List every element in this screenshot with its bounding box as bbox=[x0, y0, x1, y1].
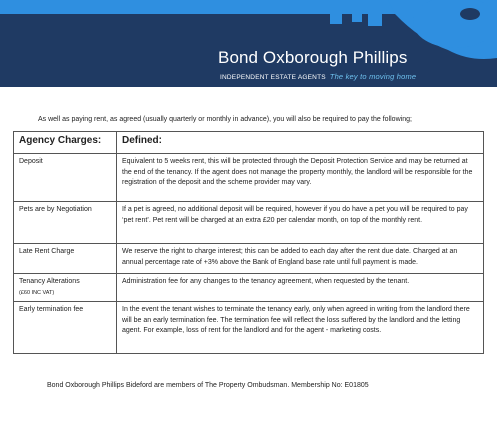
brand-tagline: The key to moving home bbox=[329, 72, 417, 81]
charge-name: Tenancy Alterations bbox=[19, 278, 80, 285]
intro-text: As well as paying rent, as agreed (usually quarterly or monthly in advance), you will also be required to pay the following; bbox=[38, 116, 412, 123]
charge-name: Pets are by Negotiation bbox=[14, 202, 117, 244]
charge-cell bbox=[14, 274, 117, 302]
charge-name: Deposit bbox=[14, 154, 117, 202]
table-row bbox=[14, 274, 484, 302]
header-defined: Defined: bbox=[117, 132, 484, 154]
table-header-row bbox=[14, 132, 484, 154]
charge-note: (£60 INC VAT) bbox=[19, 289, 55, 296]
footer-membership: Bond Oxborough Phillips Bideford are members of The Property Ombudsman. Membership No: E01805 bbox=[47, 382, 369, 389]
charge-definition: If a pet is agreed, no additional deposit will be required, however if you do have a pet you will be required to pay ‘pet rent’. Pet rent will be charged at an extra £20 per calendar month, on top of the monthly rent. bbox=[117, 202, 484, 244]
table-row bbox=[14, 202, 484, 244]
charge-name: Early termination fee bbox=[14, 302, 117, 354]
charge-definition: Administration fee for any changes to the tenancy agreement, when requested by the tenant. bbox=[117, 274, 484, 302]
table-row bbox=[14, 302, 484, 354]
table-row bbox=[14, 244, 484, 274]
agency-charges-table bbox=[13, 131, 484, 354]
header-agency-charges: Agency Charges: bbox=[14, 132, 117, 154]
table-row bbox=[14, 154, 484, 202]
brand-name: Bond Oxborough Phillips bbox=[218, 48, 408, 67]
brand-subline-text: INDEPENDENT ESTATE AGENTS bbox=[220, 74, 326, 81]
charge-definition: In the event the tenant wishes to terminate the tenancy early, only when agreed in writing from the landlord there will be an early termination fee. The termination fee will reflect the loss suffered by the landlord and the letting agent. For example, loss of rent for the landlord and for the agent - marketing costs. bbox=[117, 302, 484, 354]
charge-definition: We reserve the right to charge interest; this can be added to each day after the rent due date. Charged at an annual percentage rate of +3% above the Bank of England base rate until full payment is made. bbox=[117, 244, 484, 274]
charge-name: Late Rent Charge bbox=[14, 244, 117, 274]
charge-definition: Equivalent to 5 weeks rent, this will be protected through the Deposit Protection Service and may be returned at the end of the tenancy. If the agent does not manage the property monthly, the landlord will be responsible for the registration of the deposit and the scheme provider may vary. bbox=[117, 154, 484, 202]
brand-subline bbox=[220, 72, 416, 81]
